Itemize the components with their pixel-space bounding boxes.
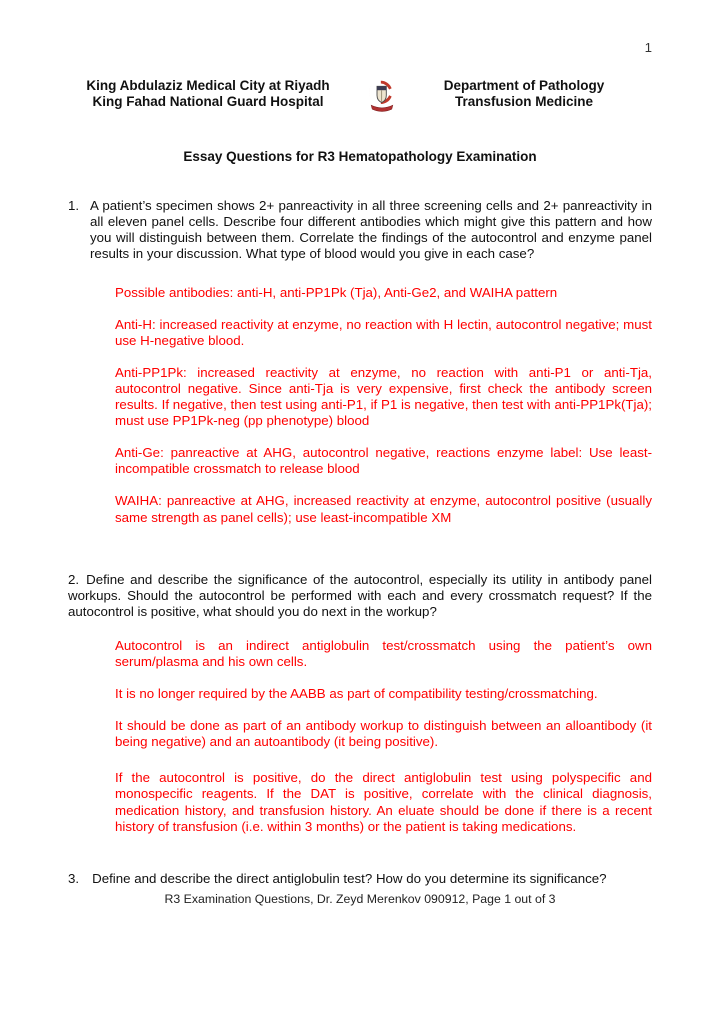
answer-paragraph: Autocontrol is an indirect antiglobulin test/crossmatch using the patient’s own serum/plasma and his own cells. [115, 637, 652, 669]
answer-paragraph: Anti-PP1Pk: increased reactivity at enzyme, no reaction with anti-P1 or anti-Tja, autocontrol negative. Since anti-Tja is very expensive, first check the antibody screen results. If negative, then test using anti-P1, if P1 is negative, then test with anti-PP1Pk(Tja); must use PP1Pk-neg (pp phenotype) blood [115, 364, 652, 429]
institution-line2: King Fahad National Guard Hospital [92, 94, 324, 110]
question-2-text: Define and describe the significance of the autocontrol, especially its utility in antibody panel workups. Should the autocontrol be performed with each and every crossmatch request? If the autocontrol is positive, what should you do next in the workup? [68, 571, 652, 619]
department-name [424, 78, 624, 110]
answer-paragraph: Anti-H: increased reactivity at enzyme, no reaction with H lectin, autocontrol negative; must use H-negative blood. [115, 316, 652, 348]
question-3-text: Define and describe the direct antiglobulin test? How do you determine its significance? [92, 870, 607, 886]
answer-paragraph: Anti-Ge: panreactive at AHG, autocontrol negative, reactions enzyme label: Use least-incompatible crossmatch to release blood [115, 445, 652, 477]
department-line2: Transfusion Medicine [454, 94, 594, 110]
page-footer: R3 Examination Questions, Dr. Zeyd Merenkov 090912, Page 1 out of 3 [164, 891, 556, 906]
department-line1: Department of Pathology [443, 78, 605, 94]
answer-paragraph: It is no longer required by the AABB as part of compatibility testing/crossmatching. [115, 686, 598, 702]
question-2 [68, 572, 652, 620]
question-3-number: 3. [68, 870, 80, 886]
institution-line1: King Abdulaziz Medical City at Riyadh [86, 78, 330, 94]
answer-paragraph: Possible antibodies: anti-H, anti-PP1Pk (Tja), Anti-Ge2, and WAIHA pattern [115, 284, 558, 300]
document-title: Essay Questions for R3 Hematopathology Examination [183, 149, 537, 165]
question-1-number: 1. [68, 198, 80, 214]
answer-paragraph: It should be done as part of an antibody workup to distinguish between an alloantibody (it being negative) and an autoantibody (it being positive). [115, 718, 652, 750]
hospital-crest-icon [362, 78, 402, 113]
document-header [68, 78, 652, 113]
answer-paragraph: WAIHA: panreactive at AHG, increased reactivity at enzyme, autocontrol positive (usually same strength as panel cells); use least-incompatible XM [115, 493, 652, 525]
question-1 [68, 198, 652, 262]
question-3 [68, 871, 652, 887]
answer-paragraph: If the autocontrol is positive, do the direct antiglobulin test using polyspecific and monospecific reagents. If the DAT is positive, correlate with the clinical diagnosis, medication history, and transfusion history. An eluate should be done if there is a recent history of transfusion (i.e. within 3 months) or the patient is taking medications. [115, 770, 652, 834]
question-1-text: A patient’s specimen shows 2+ panreactivity in all three screening cells and 2+ panreactivity in all eleven panel cells. Describe four different antibodies which might give this pattern and how you will distinguish between them. Correlate the findings of the autocontrol and enzyme panel results in your discussion. What type of blood would you give in each case? [90, 198, 652, 262]
page-number: 1 [644, 40, 652, 55]
question-2-number: 2. [68, 571, 80, 587]
institution-name [68, 78, 348, 110]
